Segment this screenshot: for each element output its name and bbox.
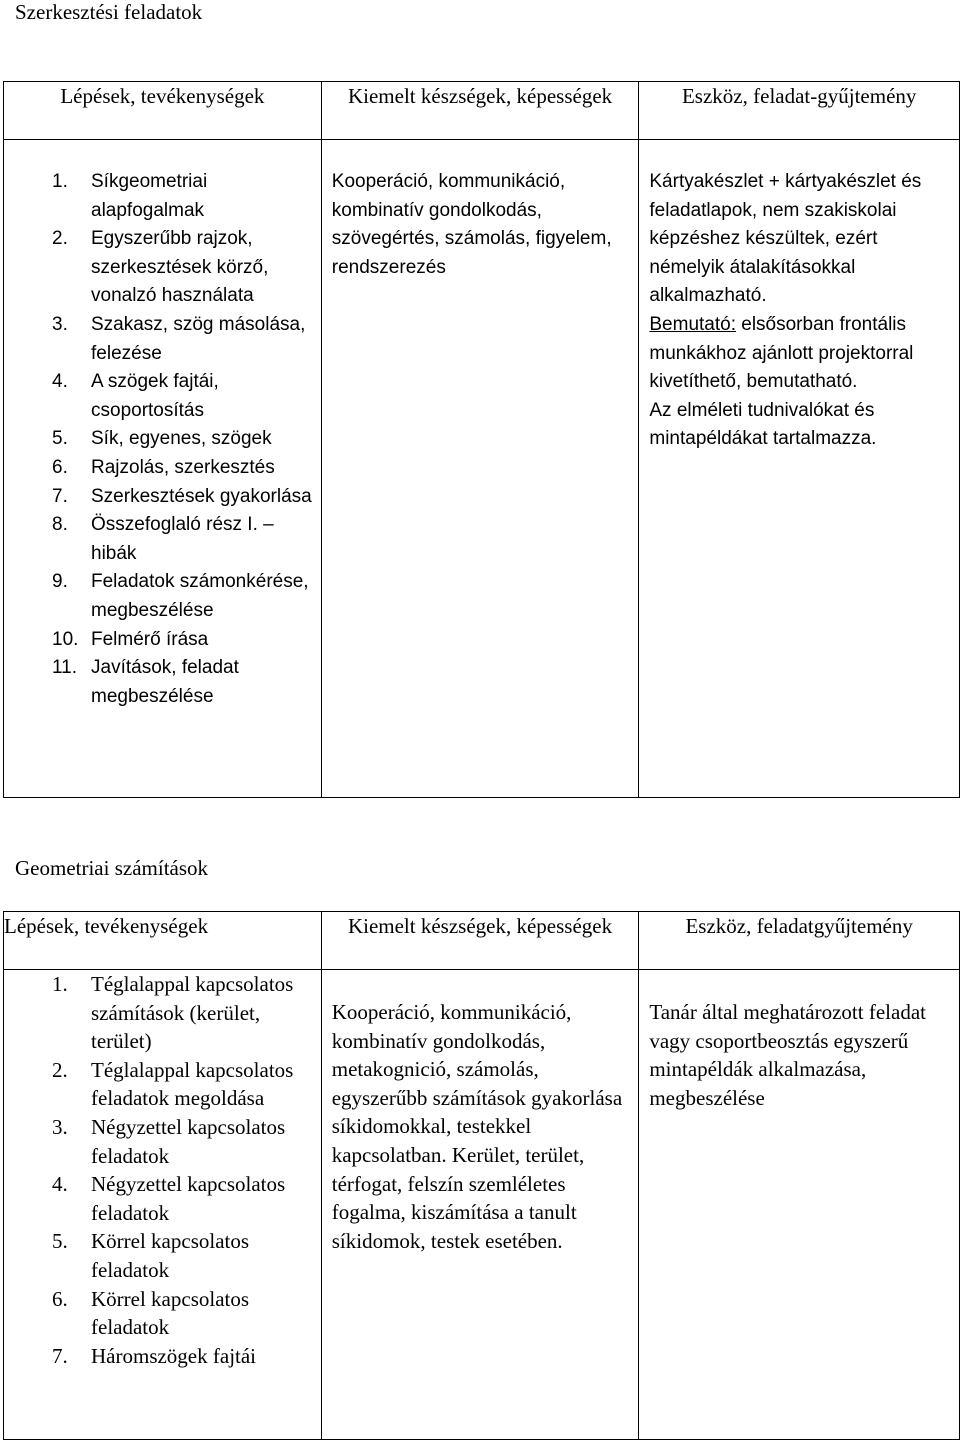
table-header-row (4, 82, 960, 140)
step-text: Téglalappal kapcsolatos számítások (kerület, terület) (91, 972, 294, 1054)
step-text: Téglalappal kapcsolatos feladatok megoldása (91, 1057, 294, 1111)
step-text: Sík, egyenes, szögek (91, 428, 272, 450)
table-body-row (4, 140, 960, 798)
tools-paragraph-2 (649, 311, 951, 397)
step-number: 5. (52, 1229, 68, 1254)
step-text: Síkgeometriai alapfogalmak (91, 171, 208, 221)
step-item (4, 511, 321, 568)
tools-cell (639, 140, 960, 798)
header-tools: Eszköz, feladatgyűjtemény (639, 912, 960, 970)
step-item (4, 1056, 321, 1113)
step-number: 8. (52, 514, 68, 536)
section-title-geometriai: Geometriai számítások (15, 856, 209, 880)
step-item (4, 483, 321, 512)
table-body-row (4, 970, 960, 1440)
step-text: Négyzettel kapcsolatos feladatok (91, 1172, 286, 1225)
step-text: Felmérő írása (91, 628, 209, 650)
step-number: 9. (52, 571, 68, 593)
step-text: A szögek fajtái, csoportosítás (91, 371, 219, 421)
step-number: 10. (52, 628, 79, 650)
header-tools: Eszköz, feladat-gyűjtemény (639, 82, 960, 140)
step-item (4, 1170, 321, 1227)
skills-cell (321, 140, 639, 798)
header-skills: Kiemelt készségek, képességek (321, 82, 639, 140)
step-text: Szakasz, szög másolása, felezése (91, 313, 306, 364)
step-number: 6. (52, 456, 68, 478)
step-item (4, 425, 321, 454)
step-number: 2. (52, 1057, 68, 1082)
step-item (4, 654, 321, 711)
step-text: Egyszerűbb rajzok, szerkesztések körző, vonalzó használata (91, 228, 269, 307)
tools-text (639, 168, 959, 454)
skills-text: Kooperáció, kommunikáció, kombinatív gondolkodás, szövegértés, számolás, figyelem, rendszerezés (331, 171, 612, 278)
table-szerkesztesi (3, 81, 960, 798)
steps-cell (4, 140, 322, 798)
step-text: Rajzolás, szerkesztés (91, 456, 275, 478)
step-text: Háromszögek fajtái (91, 1343, 257, 1368)
step-number: 1. (52, 972, 68, 996)
step-number: 7. (52, 1343, 68, 1368)
table-header-row (4, 912, 960, 970)
tools-bemutato-text: elsősorban frontális munkákhoz ajánlott projektorral kivetíthető, bemutatható. (649, 313, 914, 393)
step-text: Feladatok számonkérése, megbeszélése (91, 571, 309, 621)
skills-text: Kooperáció, kommunikáció, kombinatív gondolkodás, metakognició, számolás, egyszerűbb számítások gyakorlása síkidomokkal, testekkel kapcsolatban. Kerület, terület, térfogat, felszín szemléletes fogalma, kiszámítása a tanult síkidomok, testek esetében. (331, 1000, 623, 1253)
step-item (4, 626, 321, 655)
step-number: 7. (52, 485, 68, 507)
step-text: Körrel kapcsolatos feladatok (91, 1286, 250, 1340)
steps-list (4, 970, 321, 1370)
skills-cell (321, 970, 639, 1440)
tools-text: Tanár által meghatározott feladat vagy csoportbeosztás egyszerű mintapéldák alkalmazása, megbeszélése (649, 1000, 926, 1110)
section-title-szerkesztesi: Szerkesztési feladatok (15, 0, 203, 24)
step-text: Összefoglaló rész I. – hibák (91, 514, 274, 564)
step-item (4, 970, 321, 1056)
header-skills: Kiemelt készségek, képességek (321, 912, 639, 970)
step-item (4, 225, 321, 311)
step-text: Négyzettel kapcsolatos feladatok (91, 1114, 286, 1168)
step-text: Szerkesztések gyakorlása (91, 485, 312, 507)
step-item (4, 1285, 321, 1342)
step-number: 11. (52, 657, 78, 679)
steps-list (4, 168, 321, 711)
step-item (4, 1342, 321, 1371)
step-number: 4. (52, 1172, 68, 1197)
step-text: Körrel kapcsolatos feladatok (91, 1229, 250, 1282)
step-item (4, 1227, 321, 1284)
step-item (4, 311, 321, 368)
tools-paragraph-3: Az elméleti tudnivalókat és mintapéldákat tartalmazza. (649, 399, 877, 450)
header-steps: Lépések, tevékenységek (4, 82, 322, 140)
step-number: 1. (52, 171, 68, 192)
step-item (4, 168, 321, 225)
step-number: 2. (52, 228, 68, 250)
step-number: 5. (52, 428, 68, 450)
table-geometriai (3, 911, 960, 1440)
step-number: 3. (52, 313, 68, 335)
step-number: 3. (52, 1114, 68, 1139)
step-item (4, 368, 321, 425)
step-item (4, 1113, 321, 1170)
header-steps: Lépések, tevékenységek (4, 912, 322, 970)
step-item (4, 454, 321, 483)
step-item (4, 568, 321, 625)
tools-paragraph-1: Kártyakészlet + kártyakészlet és feladatlapok, nem szakiskolai képzéshez készültek, ezért némelyik átalakításokkal alkalmazható. (649, 171, 922, 307)
tools-cell (639, 970, 960, 1440)
step-number: 4. (52, 371, 68, 393)
tools-bemutato-label: Bemutató: (649, 313, 736, 335)
step-number: 6. (52, 1286, 68, 1311)
steps-cell (4, 970, 322, 1440)
step-text: Javítások, feladat megbeszélése (91, 657, 239, 707)
